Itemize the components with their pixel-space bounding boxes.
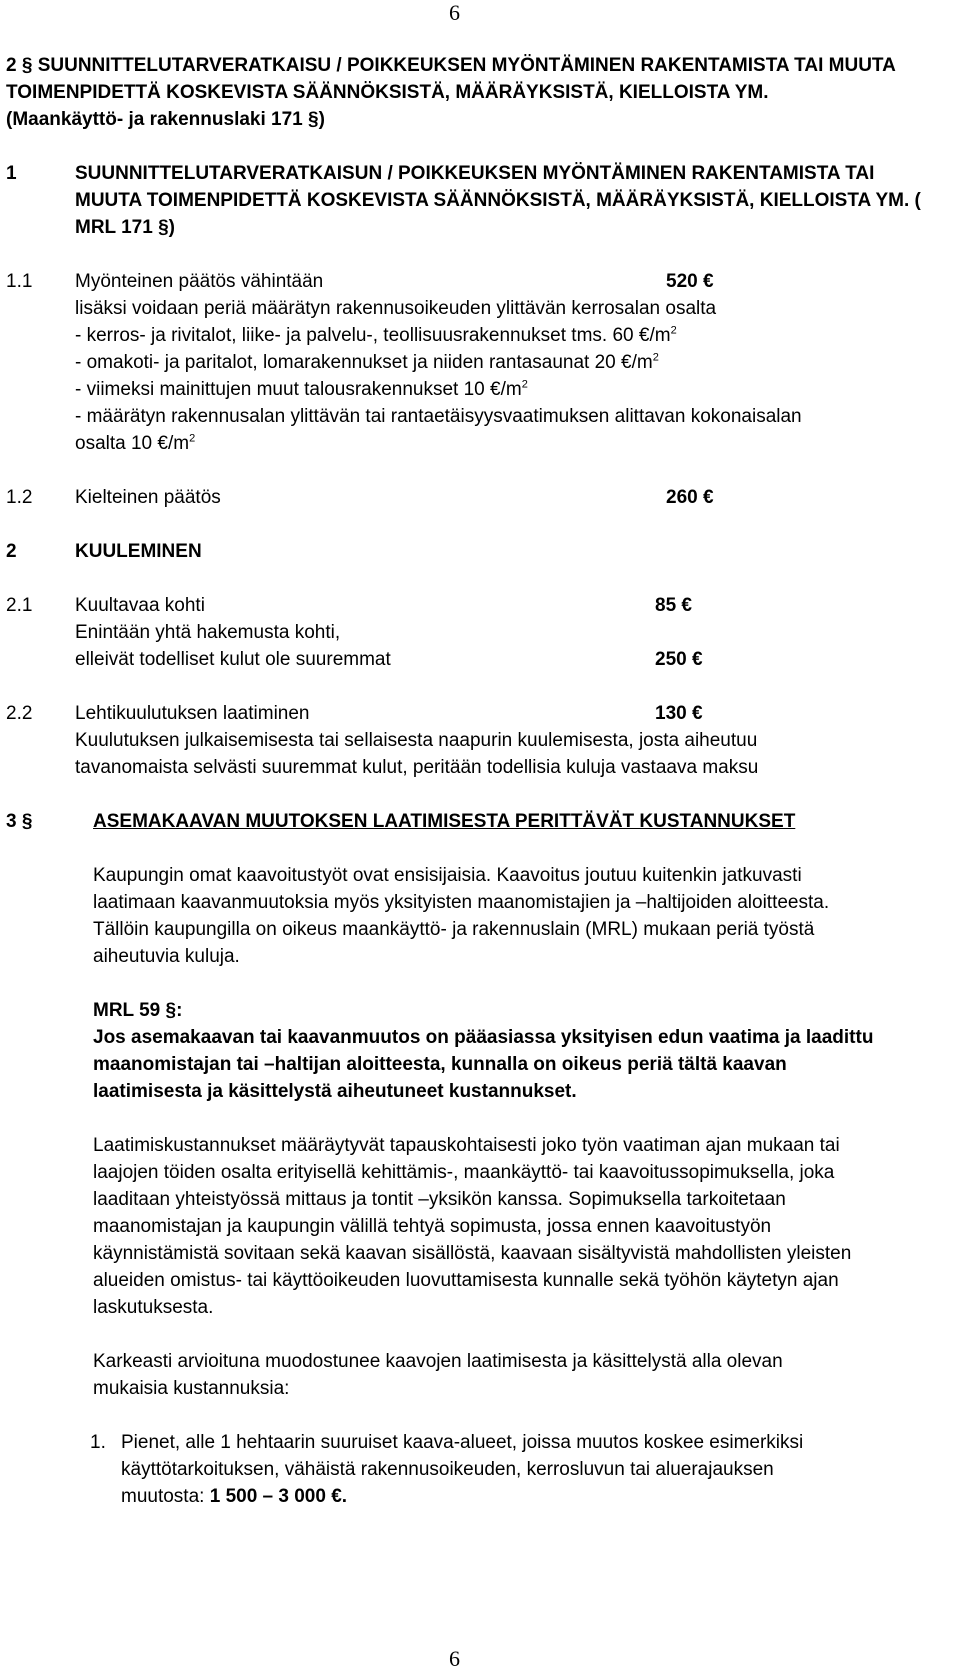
list-number: 1. — [90, 1432, 106, 1453]
item-label: Kielteinen päätös — [75, 487, 221, 508]
item-title-line1: SUUNNITTELUTARVERATKAISUN / POIKKEUKSEN MYÖNTÄMINEN RAKENTAMISTA TAI — [75, 163, 875, 184]
paragraph-line: laaditaan yhteistyössä mittaus ja tontit –yksikön kanssa. Sopimuksella tarkoitetaan — [93, 1189, 786, 1210]
mrl-heading: MRL 59 §: — [93, 1000, 183, 1021]
paragraph-line: Tällöin kaupungilla on oikeus maankäyttö- ja rakennuslain (MRL) mukaan periä työstä — [93, 919, 815, 940]
item-label: Kuultavaa kohti — [75, 595, 205, 616]
mrl-text-line: laatimisesta ja käsittelystä aiheutuneet kustannukset. — [93, 1081, 577, 1102]
paragraph-line: käynnistämistä sovitaan sekä kaavan sisällöstä, kaavaan sisältyvistä mahdollisten yleisten — [93, 1243, 852, 1264]
page-number-bottom: 6 — [449, 1646, 460, 1671]
page-number-top: 6 — [449, 0, 460, 25]
item-number: 2.2 — [6, 703, 33, 724]
item-title-line3: MRL 171 §) — [75, 217, 175, 238]
paragraph-line: laskutuksesta. — [93, 1297, 214, 1318]
superscript: 2 — [652, 351, 659, 364]
section-number: 2 § — [6, 55, 33, 76]
item-title-line2: MUUTA TOIMENPIDETTÄ KOSKEVISTA SÄÄNNÖKSISTÄ, MÄÄRÄYKSISTÄ, KIELLOISTA YM. ( — [75, 190, 921, 211]
paragraph-line: Laatimiskustannukset määräytyvät tapauskohtaisesti joko työn vaatiman ajan mukaan tai — [93, 1135, 840, 1156]
list-item-line: Pienet, alle 1 hehtaarin suuruiset kaava-alueet, joissa muutos koskee esimerkiksi — [121, 1432, 804, 1453]
paragraph-line: mukaisia kustannuksia: — [93, 1378, 290, 1399]
item-text-line: - omakoti- ja paritalot, lomarakennukset ja niiden rantasaunat 20 $€/m^2$ — [75, 351, 659, 373]
mrl-text-line: Jos asemakaavan tai kaavanmuutos on pääasiassa yksityisen edun vaatima ja laadittu — [93, 1027, 874, 1048]
item-price: 260 € — [666, 487, 714, 508]
list-item-line: käyttötarkoituksen, vähäistä rakennusoikeuden, kerrosluvun tai aluerajauksen — [121, 1459, 774, 1480]
item-text-line: - viimeksi mainittujen muut talousrakennukset 10 $€/m^2$ — [75, 378, 528, 400]
superscript: 2 — [521, 378, 528, 391]
item-number: 2 — [6, 541, 17, 562]
item-price-2: 250 € — [655, 649, 703, 670]
item-number: 2.1 — [6, 595, 33, 616]
paragraph-line: laatimaan kaavanmuutoksia myös yksityisten maanomistajien ja –haltijoiden aloitteesta. — [93, 892, 830, 913]
item-text-line: - määrätyn rakennusalan ylittävän tai rantaetäisyysvaatimuksen alittavan kokonaisalan — [75, 406, 802, 427]
item-text-line: lisäksi voidaan periä määrätyn rakennusoikeuden ylittävän kerrosalan osalta — [75, 298, 717, 319]
paragraph-line: Kaupungin omat kaavoitustyöt ovat ensisijaisia. Kaavoitus joutuu kuitenkin jatkuvasti — [93, 865, 802, 886]
item-label: Lehtikuulutuksen laatiminen — [75, 703, 310, 724]
item-text-line: elleivät todelliset kulut ole suuremmat — [75, 649, 391, 670]
section-number: 3 § — [6, 811, 33, 832]
item-text-line: tavanomaista selvästi suuremmat kulut, peritään todellisia kuluja vastaava maksu — [75, 757, 759, 778]
item-title: KUULEMINEN — [75, 541, 202, 562]
item-label: Myönteinen päätös vähintään — [75, 271, 324, 292]
item-price: 130 € — [655, 703, 703, 724]
cost-range: 1 500 – 3 000 €. — [209, 1486, 348, 1507]
item-text-line: Kuulutuksen julkaisemisesta tai sellaisesta naapurin kuulemisesta, josta aiheutuu — [75, 730, 758, 751]
list-item-line: muutosta: 1 500 – 3 000 €. — [121, 1486, 348, 1507]
section-title-line1: SUUNNITTELUTARVERATKAISU / POIKKEUKSEN MYÖNTÄMINEN RAKENTAMISTA TAI MUUTA — [37, 55, 896, 76]
paragraph-line: aiheutuvia kuluja. — [93, 946, 240, 967]
superscript: 2 — [670, 324, 677, 337]
mrl-text-line: maanomistajan tai –haltijan aloitteesta, kunnalla on oikeus periä tältä kaavan — [93, 1054, 787, 1075]
item-text-line: - kerros- ja rivitalot, liike- ja palvelu-, teollisuusrakennukset tms. 60 $€/m^2$ — [75, 324, 677, 346]
item-text-line: Enintään yhtä hakemusta kohti, — [75, 622, 341, 643]
item-number: 1.1 — [6, 271, 33, 292]
section-title-line3: (Maankäyttö- ja rakennuslaki 171 §) — [6, 109, 325, 130]
item-price: 520 € — [666, 271, 714, 292]
paragraph-line: Karkeasti arvioituna muodostunee kaavojen laatimisesta ja käsittelystä alla olevan — [93, 1351, 783, 1372]
paragraph-line: alueiden omistus- tai käyttöoikeuden luovuttamisesta kunnalle sekä työhön käytetyn ajan — [93, 1270, 839, 1291]
item-text-line: osalta 10 $€/m^2$ — [75, 432, 196, 454]
item-number: 1.2 — [6, 487, 33, 508]
superscript: 2 — [189, 432, 196, 445]
item-price: 85 € — [655, 595, 692, 616]
section-title: ASEMAKAAVAN MUUTOKSEN LAATIMISESTA PERITTÄVÄT KUSTANNUKSET — [93, 811, 796, 832]
paragraph-line: maanomistajan ja kaupungin välillä tehtyä sopimusta, jossa ennen kaavoitustyön — [93, 1216, 772, 1237]
paragraph-line: laajojen töiden osalta erityisellä kehittämis-, maankäyttö- tai kaavoitussopimuksella, joka — [93, 1162, 835, 1183]
section-title-line2: TOIMENPIDETTÄ KOSKEVISTA SÄÄNNÖKSISTÄ, MÄÄRÄYKSISTÄ, KIELLOISTA YM. — [6, 82, 769, 103]
item-number: 1 — [6, 163, 17, 184]
